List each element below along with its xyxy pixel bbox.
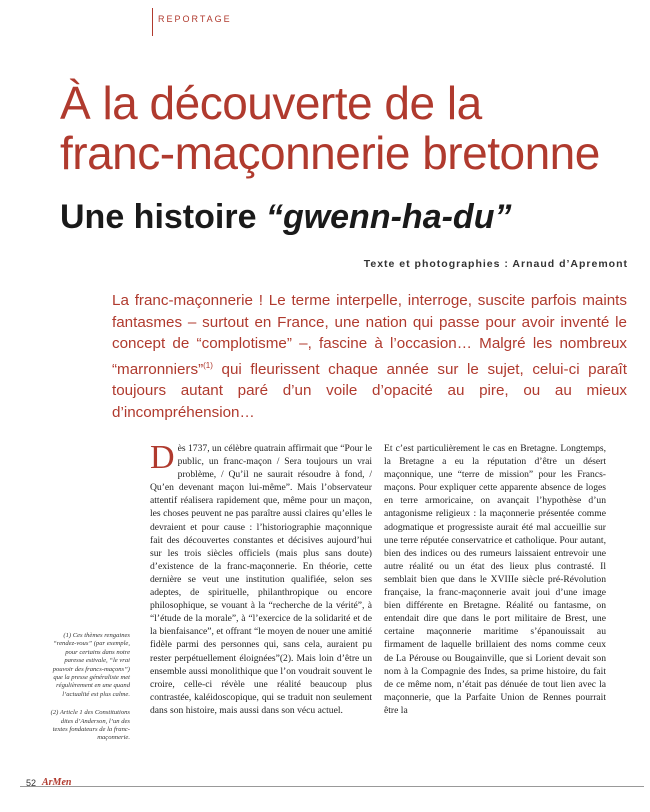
body-column-1-text: ès 1737, un célèbre quatrain affirmait que “Pour le public, un franc-maçon / Sera toujours un vrai problème, / Qu’il ne saurait résoudre à fond, / Qu’en devenant maçon lui-même”. Mais l’observateur attentif réalisera rapidement que, même pour un maçon, les choses peuvent ne pas paraître aussi claires qu’elles le devraient et pour cause : l’historiographie maçonnique fait des découvertes constantes et décisives aujourd’hui sur les trois siècles officiels (mais plus sans doute) d’existence de la franc-maçonnerie. En théorie, cette dernière se veut une institution qualifiée, selon ses adeptes, de spirituelle, philanthropique ou encore philosophique, se vouant à la “recherche de la vérité”, à “l’étude de la morale”, à “l’exercice de la solidarité et de la bienfaisance”, et offrant “le moyen de nouer une amitié fidèle parmi des personnes qui, sans cela, auraient pu rester perpétuellement éloignées”(2). Mais loin d’être un ensemble aussi monolithique que l’on voudrait souvent le croire, celle-ci révèle une réalité beaucoup plus contrastée, kaléidoscopique, qui se traduit non seulement dans son histoire, mais aussi dans son vécu actuel. xyxy=(150,443,372,716)
lead-paragraph xyxy=(112,290,627,423)
body-column-1 xyxy=(150,439,372,717)
section-rule xyxy=(152,8,153,36)
section-label: REPORTAGE xyxy=(158,14,232,24)
lead-text-after: qui fleurissent chaque année sur le sujet, celui-ci paraît toujours autant paré d’un voile d’opacité au pire, ou au mieux d’incompréhension… xyxy=(112,360,627,421)
body-column-2 xyxy=(384,442,606,717)
article-title xyxy=(60,78,640,178)
footnotes xyxy=(48,632,130,753)
page-number: 52 xyxy=(26,778,37,788)
subtitle-emphasis: “gwenn-ha-du” xyxy=(265,198,512,236)
author-credit: Texte et photographies : Arnaud d’Apremont xyxy=(363,258,628,270)
drop-cap: D xyxy=(150,439,175,476)
lead-text-before: La franc-maçonnerie ! Le terme interpelle, interroge, suscite parfois maints fantasmes – surtout en France, une nation qui passe pour avoir inventé le concept de “complotisme” –, fascine à l’occasion… Malgré les nombreux “marronniers” xyxy=(112,292,627,378)
magazine-logo: ArMen xyxy=(42,777,72,788)
title-line-2: franc-maçonnerie bretonne xyxy=(60,127,600,179)
lead-footnote-ref: (1) xyxy=(203,360,213,370)
body-column-2-text: Et c’est particulièrement le cas en Bretagne. Longtemps, la Bretagne a eu la réputation d’être un désert maçonnique, une “terre de mission” pour les Francs-maçons. Pour expliquer cette apparente absence de loges en terre armoricaine, on avançait l’hypothèse d’un antagonisme religieux : la maçonnerie présentée comme adogmatique et progressiste aurait été mal accueillie sur une terre réputée conservatrice et catholique. Pour autant, bien des indices ou des rumeurs laissaient entrevoir une autre réalité ou un état des lieux plus contrasté. Il semblait bien que dans le XVIIIe siècle pré-Révolution française, la franc-maçonnerie avait joui d’une image bien différente en Bretagne. Réalité ou fantasme, on entendait dire que dans le port militaire de Brest, une certaine maçonnerie maritime s’épanouissait au firmament de laquelle brillaient des noms comme ceux de La Pérouse ou Bougainville, que si Lorient devait son nom à la Compagnie des Indes, sa prime histoire, du fait de ce même nom, n’était pas dénuée de tout lien avec la maçonnerie, que la Parfaite Union de Rennes pourrait être la xyxy=(384,443,606,716)
footnote-1: (1) Ces thèmes rengaines “rendez-vous” (par exemple, pour certains dans notre paresse estivale, “le vrai pouvoir des francs-maçons”) que la presse généraliste met régulièrement en une quand l’actualité est plus calme. xyxy=(52,632,130,698)
article-subtitle xyxy=(60,198,640,236)
title-line-1: À la découverte de la xyxy=(60,77,482,129)
footnote-2: (2) Article 1 des Constitutions dites d’Anderson, l’un des textes fondateurs de la franc-maçonnerie. xyxy=(50,709,130,742)
footer-rule xyxy=(20,786,644,787)
subtitle-prefix: Une histoire xyxy=(60,198,266,236)
